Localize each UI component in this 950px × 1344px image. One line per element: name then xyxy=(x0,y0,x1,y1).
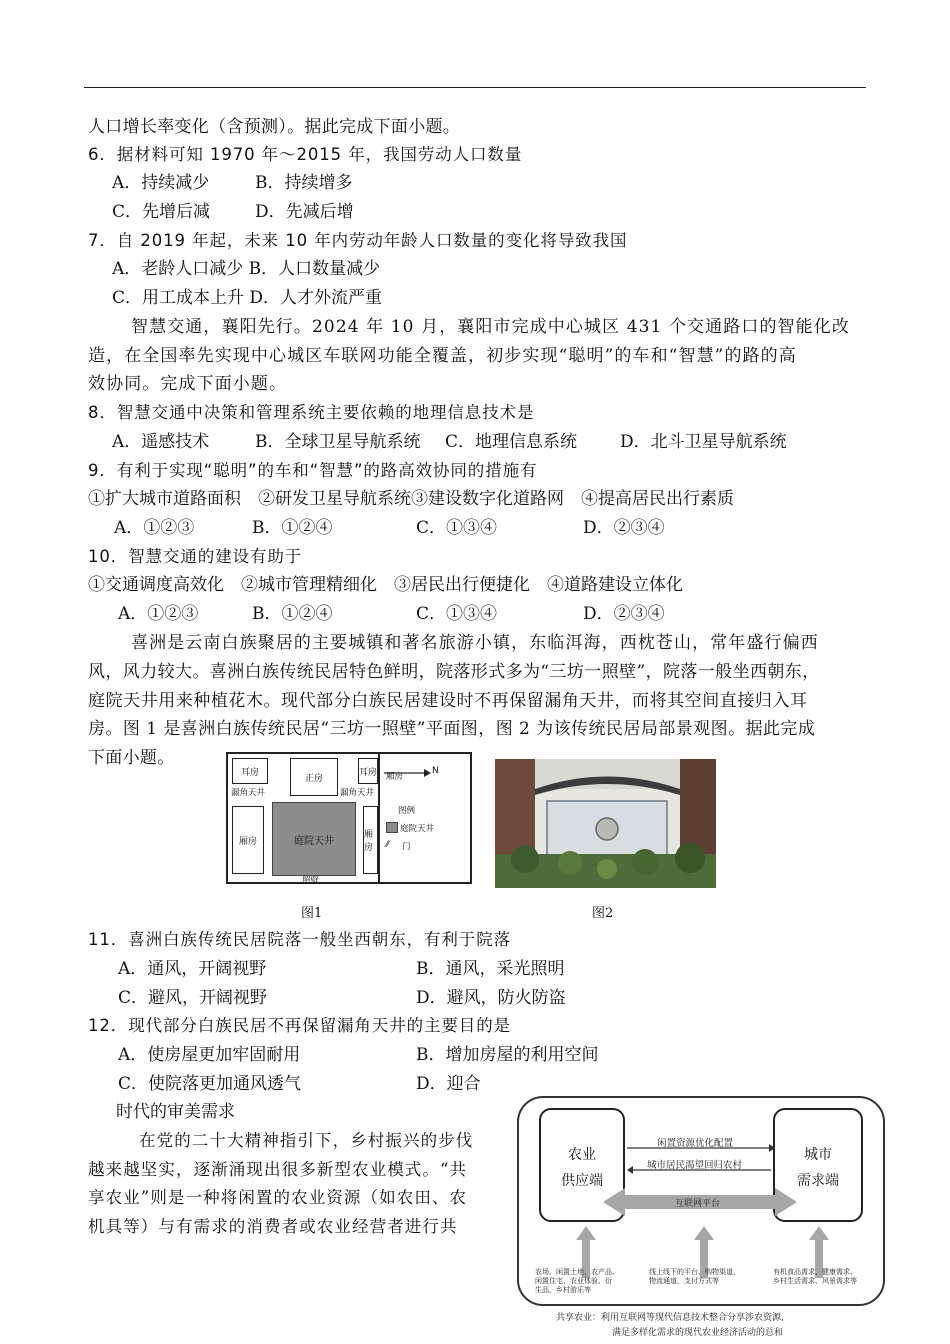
question-6: 6．据材料可知 1970 年～2015 年，我国劳动人口数量 xyxy=(88,145,523,164)
demand-note xyxy=(773,1268,857,1286)
supply-note-2: 闲置住宅、农业体验、衍 xyxy=(535,1277,612,1285)
passage-xizhou-3: 庭院天井用来种植花木。现代部分白族民居建设时不再保留漏角天井，而将其空间直接归入耳 xyxy=(88,691,808,711)
passage-traffic-3: 效协同。完成下面小题。 xyxy=(88,374,288,394)
q7-options-ab[interactable]: A．老龄人口减少 B．人口数量减少 xyxy=(112,259,381,279)
q9-option-a[interactable]: A．①②③ xyxy=(114,518,195,538)
north-arrow-icon xyxy=(382,767,432,779)
figure-1-floor-plan xyxy=(226,752,380,884)
shared-agriculture-diagram xyxy=(517,1096,885,1306)
q9-option-b[interactable]: B．①②④ xyxy=(252,518,333,538)
q8-option-c[interactable]: C．地理信息系统 xyxy=(445,432,578,452)
passage-xizhou-2: 风，风力较大。喜洲白族传统民居特色鲜明，院落形式多为“三坊一照壁”，院落一般坐西朝东， xyxy=(88,662,820,682)
q7-options-cd[interactable]: C．用工成本上升 D．人才外流严重 xyxy=(112,288,383,308)
courtyard-photo-image xyxy=(495,759,716,888)
figure-2-photo xyxy=(495,759,716,888)
q9-option-d[interactable]: D．②③④ xyxy=(583,518,665,538)
platform-note-2: 物流通道、支付方式等 xyxy=(649,1277,719,1285)
q8-option-a[interactable]: A．遥感技术 xyxy=(112,432,210,452)
supply-label-2: 供应端 xyxy=(561,1173,603,1189)
q10-option-d[interactable]: D．②③④ xyxy=(583,604,665,624)
legend-door-label: 门 xyxy=(402,842,411,852)
north-arrow xyxy=(382,764,432,776)
q6-option-b[interactable]: B．持续增多 xyxy=(255,173,353,193)
q12-option-d-continued: 时代的审美需求 xyxy=(116,1102,235,1122)
diagram-footnote-1: 共享农业：利用互联网等现代信息技术整合分享涉农资源, xyxy=(556,1313,784,1323)
passage-agri-1: 在党的二十大精神指引下，乡村振兴的步伐 xyxy=(139,1131,474,1150)
q11-option-b[interactable]: B．通风，采光照明 xyxy=(416,959,565,979)
q6-option-a[interactable]: A．持续减少 xyxy=(112,173,210,193)
wing-room-right: 厢房 xyxy=(363,806,378,874)
question-7: 7．自 2019 年起，未来 10 年内劳动年龄人口数量的变化将导致我国 xyxy=(88,231,628,250)
intro-line: 人口增长率变化（含预测）。据此完成下面小题。 xyxy=(88,117,461,137)
q12-option-d[interactable]: D．迎合 xyxy=(416,1074,481,1094)
q6-option-d[interactable]: D．先减后增 xyxy=(255,202,354,222)
q10-option-c[interactable]: C．①③④ xyxy=(416,604,498,624)
q11-option-d[interactable]: D．避风，防火防盗 xyxy=(416,988,566,1008)
q10-option-a[interactable]: A．①②③ xyxy=(118,604,199,624)
q12-option-c[interactable]: C．使院落更加通风透气 xyxy=(118,1074,302,1094)
wing-right-label: 厢房 xyxy=(386,772,404,782)
legend-title: 图例 xyxy=(398,806,416,816)
diagram-footnote-2: 满足多样化需求的现代农业经济活动的总和 xyxy=(612,1328,784,1338)
corner-court-left: 漏角天井 xyxy=(231,788,266,798)
q10-statements: ①交通调度高效化 ②城市管理精细化 ③居民出行便捷化 ④道路建设立体化 xyxy=(88,575,683,595)
question-9: 9．有利于实现“聪明”的车和“智慧”的路高效协同的措施有 xyxy=(88,461,538,480)
arrow-top-label: 闲置资源优化配置 xyxy=(657,1138,734,1149)
demand-note-1: 有机食品需求、健康需求、 xyxy=(773,1268,857,1276)
passage-agri-2: 越来越坚实，逐渐涌现出很多新型农业模式。“共 xyxy=(88,1160,468,1179)
platform-label: 互联网平台 xyxy=(675,1199,721,1209)
passage-xizhou-1: 喜洲是云南白族聚居的主要城镇和著名旅游小镇，东临洱海，西枕苍山，常年盛行偏西 xyxy=(131,633,819,653)
ear-room-south: 耳房 xyxy=(358,758,378,784)
q9-option-c[interactable]: C．①③④ xyxy=(416,518,498,538)
passage-traffic-1: 智慧交通，襄阳先行。2024 年 10 月，襄阳市完成中心城区 431 个交通路口的智能化改 xyxy=(131,317,850,337)
door-icon: ⁄⁄ xyxy=(386,840,389,850)
main-room: 正房 xyxy=(290,758,338,796)
q11-option-a[interactable]: A．通风，开阔视野 xyxy=(118,959,267,979)
demand-label-1: 城市 xyxy=(804,1147,832,1163)
corner-court-right: 漏角天井 xyxy=(340,788,375,798)
platform-note xyxy=(649,1268,740,1286)
question-12: 12．现代部分白族民居不再保留漏角天井的主要目的是 xyxy=(88,1016,511,1035)
figure-2-caption: 图2 xyxy=(592,906,614,921)
platform-note-1: 线上线下的平台、购物渠道、 xyxy=(649,1268,740,1276)
question-11: 11．喜洲白族传统民居院落一般坐西朝东，有利于院落 xyxy=(88,930,511,949)
q8-option-d[interactable]: D．北斗卫星导航系统 xyxy=(620,432,787,452)
passage-xizhou-4: 房。图 1 是喜洲白族传统民居“三坊一照壁”平面图，图 2 为该传统民居局部景观图。据此完成 xyxy=(88,719,816,739)
passage-xizhou-5: 下面小题。 xyxy=(88,748,175,768)
supply-note-3: 生品、乡村游乐等 xyxy=(535,1286,591,1294)
q6-option-c[interactable]: C．先增后减 xyxy=(112,202,211,222)
q12-option-b[interactable]: B．增加房屋的利用空间 xyxy=(416,1045,599,1065)
supply-note xyxy=(535,1268,619,1295)
q11-option-c[interactable]: C．避风，开阔视野 xyxy=(118,988,268,1008)
q12-option-a[interactable]: A．使房屋更加牢固耐用 xyxy=(118,1045,301,1065)
screen-wall: 照壁 xyxy=(302,876,320,886)
passage-agri-3: 享农业”则是一种将闲置的农业资源（如农田、农 xyxy=(88,1188,468,1207)
north-label: N xyxy=(432,766,439,776)
figure-1-caption: 图1 xyxy=(301,906,323,921)
supply-label-1: 农业 xyxy=(568,1147,596,1163)
question-10: 10．智慧交通的建设有助于 xyxy=(88,547,303,566)
passage-traffic-2: 造，在全国率先实现中心城区车联网功能全覆盖，初步实现“聪明”的车和“智慧”的路的高 xyxy=(88,346,797,366)
arrow-mid-label: 城市居民渴望回归农村 xyxy=(647,1160,743,1171)
q10-option-b[interactable]: B．①②④ xyxy=(252,604,333,624)
demand-note-2: 乡村生活需求、风景需求等 xyxy=(773,1277,857,1285)
header-rule xyxy=(84,87,866,88)
ear-room-north: 耳房 xyxy=(232,758,268,784)
wing-room-left: 厢房 xyxy=(232,806,264,874)
legend-court-swatch xyxy=(386,822,398,833)
courtyard: 庭院天井 xyxy=(272,802,356,876)
demand-label-2: 需求端 xyxy=(797,1173,839,1189)
q9-statements: ①扩大城市道路面积 ②研发卫星导航系统③建设数字化道路网 ④提高居民出行素质 xyxy=(88,489,734,509)
legend-court-label: 庭院天井 xyxy=(400,824,435,834)
question-8: 8．智慧交通中决策和管理系统主要依赖的地理信息技术是 xyxy=(88,403,535,422)
passage-agri-4: 机具等）与有需求的消费者或农业经营者进行共 xyxy=(88,1217,458,1236)
q8-option-b[interactable]: B．全球卫星导航系统 xyxy=(255,432,421,452)
supply-note-1: 农场、闲置土地、农产品、 xyxy=(535,1268,619,1276)
